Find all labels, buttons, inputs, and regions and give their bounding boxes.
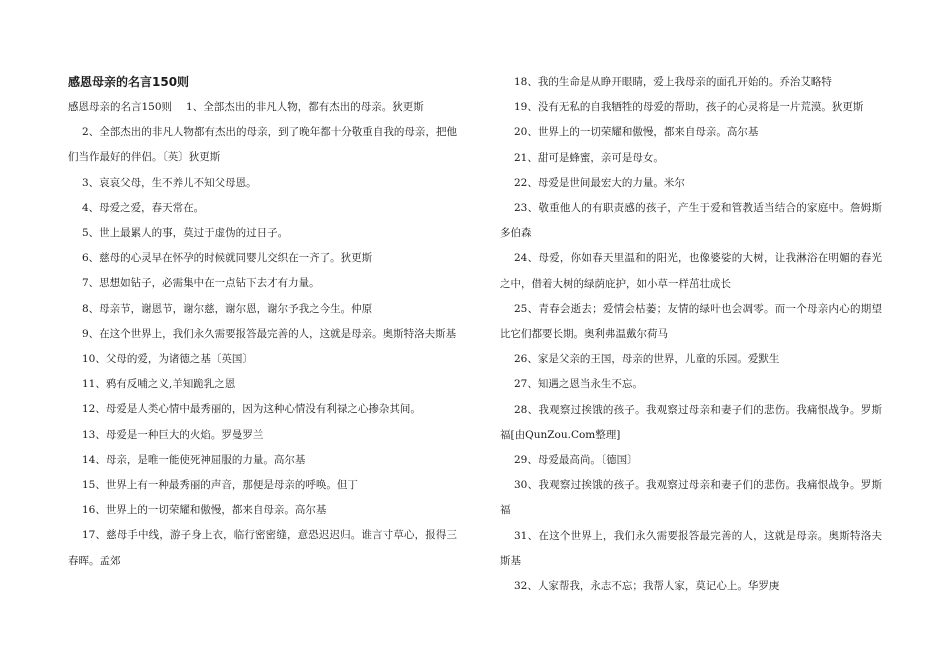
quote-item: 4、母爱之爱，春天常在。 (82, 201, 205, 214)
quote-item: 11、鸦有反哺之义,羊知跪乳之恩 (82, 378, 236, 391)
quote-item: 22、母爱是世间最宏大的力量。米尔 (514, 176, 685, 189)
quote-item: 9、在这个世界上，我们永久需要报答最完善的人，这就是母亲。奥斯特洛夫斯基 (82, 327, 457, 340)
quote-item: 6、慈母的心灵早在怀孕的时候就同婴儿交织在一齐了。狄更斯 (82, 252, 373, 265)
quote-item: 10、父母的爱，为诸德之基〔英国〕 (82, 353, 253, 366)
left-column (68, 70, 457, 574)
intro-label: 感恩母亲的名言150则 (68, 101, 173, 113)
right-column (500, 70, 882, 599)
quote-item: 21、甜可是蜂蜜，亲可是母女。 (514, 151, 664, 164)
quote-item: 5、世上最累人的事，莫过于虚伪的过日子。 (82, 227, 289, 240)
quote-item: 1、全部杰出的非凡人物，都有杰出的母亲。狄更斯 (186, 101, 424, 113)
quote-item: 17、慈母手中线，游子身上衣，临行密密缝，意恐迟迟归。谁言寸草心，报得三春晖。孟郊 (68, 529, 457, 567)
quote-item: 29、母爱最高尚。〔德国〕 (514, 454, 638, 467)
document-title: 感恩母亲的名言150则 (68, 75, 190, 89)
quote-item: 16、世界上的一切荣耀和傲慢，都来自母亲。高尔基 (82, 504, 327, 517)
quote-item: 25、青春会逝去；爱情会枯萎；友情的绿叶也会凋零。而一个母亲内心的期望比它们都要长期。奥利弗温戴尔荷马 (500, 302, 882, 341)
quote-item: 20、世界上的一切荣耀和傲慢，都来自母亲。高尔基 (514, 126, 759, 139)
quote-item: 31、在这个世界上，我们永久需要报答最完善的人，这就是母亲。奥斯特洛夫斯基 (500, 529, 882, 567)
intro-line (68, 95, 457, 120)
quote-item: 27、知遇之恩当永生不忘。 (514, 378, 643, 391)
quote-item: 12、母爱是人类心情中最秀丽的，因为这种心情没有利禄之心掺杂其间。 (82, 403, 421, 416)
quote-item: 30、我观察过挨饿的孩子。我观察过母亲和妻子们的悲伤。我痛恨战争。罗斯福 (500, 479, 882, 517)
quote-item: 7、思想如钻子，必需集中在一点钻下去才有力量。 (82, 277, 320, 290)
quote-item: 26、家是父亲的王国，母亲的世界，儿童的乐园。爱默生 (514, 353, 780, 366)
quote-item: 28、我观察过挨饿的孩子。我观察过母亲和妻子们的悲伤。我痛恨战争。罗斯福[由QunZou.Com整理] (500, 403, 882, 441)
quote-item: 3、哀哀父母，生不养儿不知父母恩。 (82, 176, 257, 189)
quote-item: 15、世界上有一种最秀丽的声音，那便是母亲的呼唤。但丁 (82, 479, 358, 492)
quote-item: 13、母爱是一种巨大的火焰。罗曼罗兰 (82, 428, 264, 441)
quote-item: 19、没有无私的自我牺牲的母爱的帮助，孩子的心灵将是一片荒漠。狄更斯 (514, 101, 864, 114)
quote-item: 23、敬重他人的有职责感的孩子，产生于爱和管教适当结合的家庭中。詹姆斯多伯森 (500, 202, 882, 240)
quote-item: 32、人家帮我，永志不忘；我帮人家，莫记心上。华罗庚 (514, 580, 780, 593)
quote-item: 14、母亲，是唯一能使死神屈服的力量。高尔基 (82, 453, 306, 466)
quote-item: 18、我的生命是从睁开眼睛，爱上我母亲的面孔开始的。乔治艾略特 (514, 76, 832, 88)
quote-item: 8、母亲节，谢恩节，谢尔慈，谢尔恩，谢尔予我之今生。仲原 (82, 302, 373, 315)
quote-item: 2、全部杰出的非凡人物都有杰出的母亲，到了晚年都十分敬重自我的母亲，把他们当作最好的伴侣。〔英〕狄更斯 (68, 126, 457, 164)
quote-item: 24、母爱，你如春天里温和的阳光，也像婆娑的大树，让我淋浴在明媚的春光之中，借着大树的绿荫庇护，如小草一样茁壮成长 (500, 252, 882, 290)
